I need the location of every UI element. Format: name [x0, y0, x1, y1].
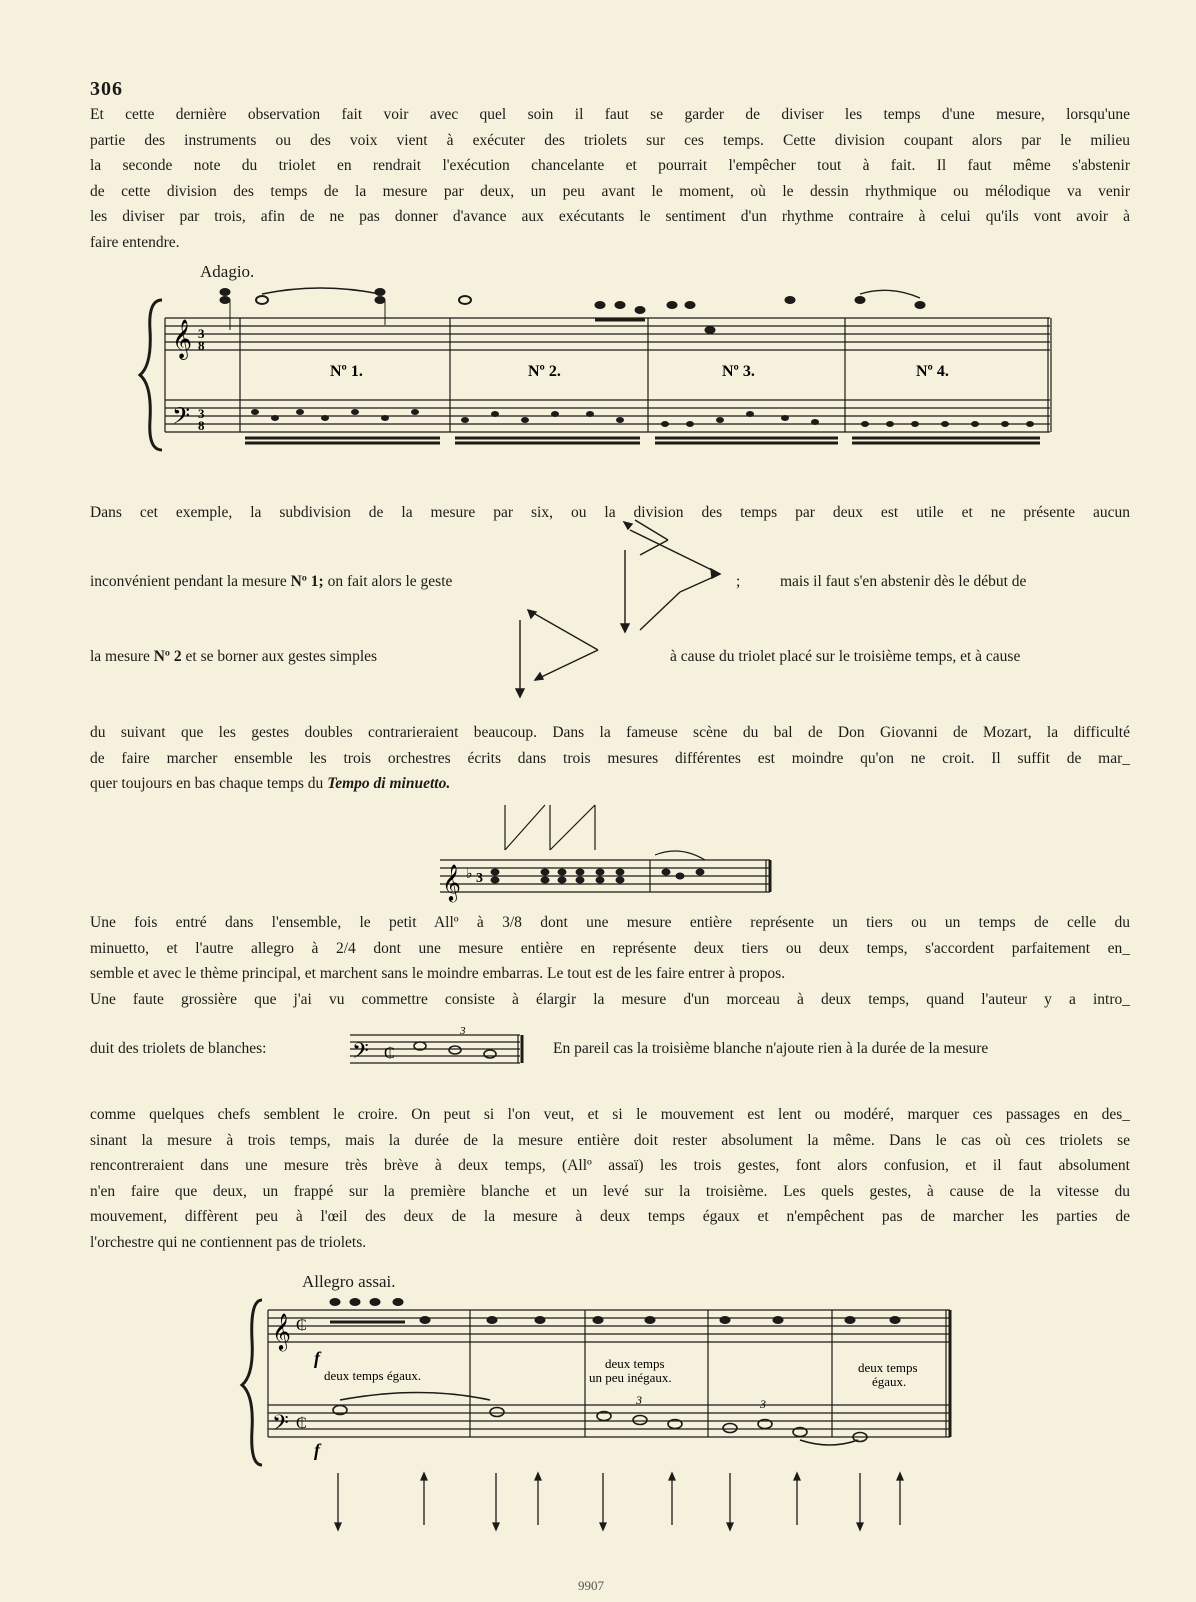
text-line: duit des triolets de blanches: [90, 1040, 267, 1057]
measure-label: Nº 2. [528, 363, 561, 380]
svg-text:3: 3 [476, 871, 483, 886]
tempo-adagio: Adagio. [200, 262, 255, 281]
measure-label: Nº 4. [916, 363, 949, 380]
text-line: du suivant que les gestes doubles contrarieraient beaucoup. Dans la fameuse scène du bal de Don Giovanni de Mozart, la difficulté [90, 724, 1130, 741]
label-deux-temps-egaux: deux temps égaux. [324, 1368, 422, 1383]
svg-text:3: 3 [636, 1393, 642, 1407]
text-line: faire entendre. [90, 233, 180, 251]
svg-text:𝄞: 𝄞 [172, 319, 193, 359]
paragraph-6 [90, 1102, 1130, 1255]
text-line: la seconde note du triolet en rendrait l'exécution chancelante et pourrait l'empêcher tout à fait. Il faut même s'abstenir [90, 157, 1130, 174]
paragraph-4 [90, 910, 1130, 1012]
page-number: 306 [90, 78, 123, 100]
text-line: semble et avec le thème principal, et marchent sans le moindre embarras. Le tout est de les faire entrer à propos. [90, 965, 786, 982]
text-line: quer toujours en bas chaque temps du Tempo di minuetto. [90, 775, 451, 792]
svg-text:₵: ₵ [296, 1415, 307, 1432]
text-line: Une fois entré dans l'ensemble, le petit Allº à 3/8 dont une mesure entière représente un tiers ou un temps de celle du [90, 914, 1130, 931]
text-line: minuetto, et l'autre allegro à 2/4 dont une mesure entière en représente deux tiers ou deux temps, s'accordent parfaitement en_ [90, 939, 1130, 957]
svg-text:3: 3 [760, 1397, 766, 1411]
text-line: Et cette dernière observation fait voir avec quel soin il faut se garder de diviser les temps d'une mesure, lorsqu'une [90, 106, 1130, 123]
text-line: la mesure Nº 2 et se borner aux gestes simples [90, 648, 378, 665]
label-deux-temps: deux temps [605, 1356, 665, 1371]
paragraph-3 [90, 720, 1130, 797]
tempo-allegro-assai: Allegro assai. [302, 1272, 396, 1291]
svg-text:3: 3 [198, 326, 205, 341]
double-gesture-diagram [621, 520, 720, 632]
text-line: n'en faire que deux, un frappé sur la première blanche et un levé sur la troisième. Les quels gestes, à cause de la vitesse du [90, 1182, 1130, 1200]
beat-arrows [335, 1473, 903, 1530]
dynamic-forte: f [314, 1348, 320, 1368]
measure-label: Nº 1. [330, 363, 363, 380]
text-line: En pareil cas la troisième blanche n'ajoute rien à la durée de la mesure [553, 1040, 989, 1057]
label-deux-temps: deux temps [858, 1360, 918, 1375]
dynamic-forte: f [314, 1440, 320, 1460]
label-egaux: égaux. [872, 1374, 907, 1389]
text-line: inconvénient pendant la mesure Nº 1; on fait alors le geste [90, 573, 453, 590]
text-line: l'orchestre qui ne contiennent pas de triolets. [90, 1233, 367, 1251]
svg-text:𝄞: 𝄞 [272, 1312, 291, 1350]
simple-gesture-diagram [516, 610, 598, 697]
text-line: sinant la mesure à trois temps, mais la durée de la mesure entière doit rester absolument la même. Dans le cas où ces triolets se [90, 1131, 1130, 1149]
svg-text:₵: ₵ [296, 1317, 307, 1334]
svg-text:8: 8 [198, 418, 205, 433]
svg-text:𝄢: 𝄢 [352, 1039, 369, 1069]
text-line: à cause du triolet placé sur le troisième temps, et à cause [670, 648, 1021, 665]
text-line: de faire marcher ensemble les trois orchestres écrits dans trois mesures différentes est moindre qu'on ne croit. Il suffit de mar_ [90, 749, 1130, 767]
text-line: les diviser par trois, afin de ne pas donner d'avance aux exécutants le sentiment d'un rhythme contraire à celui qu'ils vont avoir à [90, 208, 1130, 225]
svg-text:𝄢: 𝄢 [172, 402, 191, 435]
text-line: rencontreraient dans une mesure très brève à deux temps, (Allº assaï) les trois gestes, font alors confusion, et il faut absolument [90, 1157, 1130, 1174]
text-line: Une faute grossière que j'ai vu commettre consiste à élargir la mesure d'un morceau à deux temps, quand l'auteur y a intro_ [90, 990, 1130, 1008]
measure-label: Nº 3. [722, 363, 755, 380]
text-line: comme quelques chefs semblent le croire. On peut si l'on veut, et si le mouvement est lent ou modéré, marquer ces passages en des_ [90, 1106, 1130, 1123]
svg-text:♭: ♭ [466, 867, 473, 882]
svg-text:𝄢: 𝄢 [272, 1411, 289, 1441]
text-semicolon: ; [736, 573, 741, 590]
svg-text:8: 8 [198, 338, 205, 353]
text-line: mouvement, diffèrent peu à l'œil des deux de la mesure à deux temps égaux et n'empêchent pas de marcher les parties de [90, 1208, 1130, 1225]
text-line: mais il faut s'en abstenir dès le début de [780, 573, 1027, 590]
text-line: Dans cet exemple, la subdivision de la mesure par six, ou la division des temps par deux est utile et ne présente aucun [90, 504, 1130, 521]
text-line: de cette division des temps de la mesure par deux, un peu avant le moment, où le dessin rhythmique ou mélodique va venir [90, 182, 1130, 200]
svg-text:3: 3 [460, 1025, 466, 1037]
svg-text:𝄞: 𝄞 [442, 863, 461, 901]
svg-text:3: 3 [198, 406, 205, 421]
text-line: partie des instruments ou des voix vient à exécuter des triolets sur ces temps. Cette division coupant alors par le milieu [90, 131, 1130, 149]
paragraph-2 [90, 500, 1130, 526]
svg-text:₵: ₵ [384, 1045, 395, 1062]
plate-number: 9907 [578, 1578, 604, 1593]
label-un-peu-inegaux: un peu inégaux. [589, 1370, 672, 1385]
